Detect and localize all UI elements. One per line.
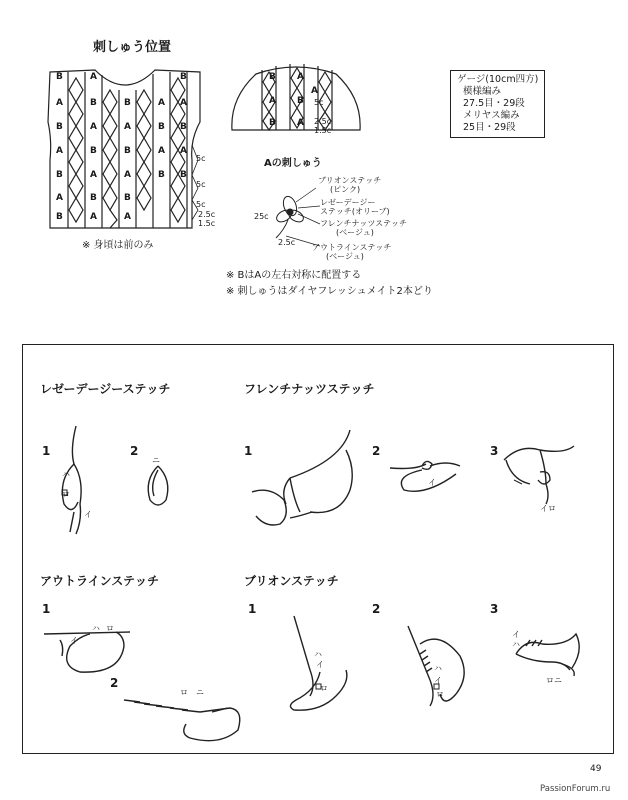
col-letter: A: [158, 146, 165, 156]
lazy-daisy-step1-illustration: [48, 420, 118, 540]
col-letter: B: [158, 170, 165, 180]
col-letter: B: [158, 122, 165, 132]
sleeve-letter: A: [311, 86, 318, 96]
a-label: (ベージュ): [326, 252, 364, 261]
sleeve-count: 1.5c: [314, 126, 332, 135]
a-label: ブリオンステッチ: [318, 176, 382, 185]
watermark: PassionForum.ru: [540, 784, 611, 794]
step-number: 2: [372, 602, 381, 616]
col-letter: B: [56, 72, 63, 82]
col-letter: B: [124, 146, 131, 156]
count-5c: 5c: [196, 200, 206, 209]
col-letter: A: [180, 146, 187, 156]
col-letter: B: [90, 146, 97, 156]
outline-step1-illustration: [40, 616, 140, 676]
note-symmetry: ※ BはAの左右対称に配置する: [226, 270, 362, 281]
col-letter: B: [56, 170, 63, 180]
gauge-stockinette-label: メリヤス編み: [463, 110, 520, 121]
sleeve-letter: A: [297, 118, 304, 128]
sleeve-letter: B: [269, 72, 276, 82]
page-number: 49: [590, 764, 602, 774]
a-count: 25c: [254, 212, 269, 221]
step-number: 1: [244, 444, 253, 458]
count-5c: 5c: [196, 154, 206, 163]
label-ro: ロ: [320, 684, 328, 693]
col-letter: B: [124, 193, 131, 203]
gauge-stockinette-value: 25目・29段: [463, 122, 516, 133]
count-5c: 5c: [196, 180, 206, 189]
label-i: イ: [84, 510, 92, 519]
sleeve-count: 2.5c: [314, 117, 332, 126]
lazy-daisy-step2-illustration: [140, 460, 180, 510]
label-ha: ハ: [92, 624, 100, 633]
col-letter: B: [56, 212, 63, 222]
sleeve-letter: A: [297, 72, 304, 82]
a-label: (ピンク): [330, 185, 361, 194]
bullion-stitch-title: ブリオンステッチ: [244, 574, 339, 588]
french-knot-step2-illustration: [386, 440, 466, 500]
step-number: 1: [248, 602, 257, 616]
front-only-note: ※ 身頃は前のみ: [82, 240, 154, 251]
gauge-pattern-label: 模様編み: [463, 86, 502, 97]
count-15c: 1.5c: [198, 219, 216, 228]
sleeve-letter: A: [269, 96, 276, 106]
label-ro: ロ: [106, 624, 114, 633]
label-ni: ニ: [152, 456, 160, 465]
label-ro: ロ: [180, 688, 188, 697]
note-yarn: ※ 刺しゅうはダイヤフレッシュメイト2本どり: [226, 286, 433, 297]
count-25c: 2.5c: [198, 210, 216, 219]
col-letter: B: [90, 98, 97, 108]
a-label: フレンチナッツステッチ: [320, 219, 407, 228]
gauge-pattern-value: 27.5目・29段: [463, 98, 525, 109]
sleeve-diagram: [226, 58, 366, 143]
label-ro-ni: ロニ: [546, 676, 562, 685]
step-number: 2: [372, 444, 381, 458]
gauge-title: ゲージ(10cm四方): [457, 74, 539, 85]
label-i: イ: [512, 630, 520, 639]
label-ro: ロ: [436, 690, 444, 699]
step-number: 2: [130, 444, 139, 458]
step-number: 1: [42, 444, 51, 458]
label-ro: ロ: [62, 490, 70, 499]
label-i: イ: [316, 660, 324, 669]
col-letter: B: [180, 72, 187, 82]
label-ni: ニ: [196, 688, 204, 697]
gauge-box: [450, 70, 545, 138]
col-letter: B: [180, 122, 187, 132]
step-number: 1: [42, 602, 51, 616]
outline-step2-illustration: [120, 690, 250, 750]
label-ha: ハ: [314, 650, 322, 659]
lazy-daisy-title: レゼーデージーステッチ: [40, 382, 171, 396]
label-i: イ: [434, 676, 442, 685]
col-letter: B: [124, 98, 131, 108]
col-letter: A: [56, 98, 63, 108]
col-letter: A: [90, 170, 97, 180]
step-number: 2: [110, 676, 119, 690]
col-letter: A: [56, 193, 63, 203]
col-letter: A: [124, 170, 131, 180]
col-letter: A: [90, 122, 97, 132]
col-letter: A: [90, 212, 97, 222]
a-label: (ベージュ): [336, 228, 374, 237]
col-letter: A: [90, 72, 97, 82]
col-letter: A: [124, 122, 131, 132]
a-embroidery-title: Aの刺しゅう: [264, 158, 322, 169]
step-number: 3: [490, 602, 499, 616]
col-letter: A: [124, 212, 131, 222]
step-number: 3: [490, 444, 499, 458]
label-i: イ: [428, 478, 436, 487]
embroidery-position-title: 刺しゅう位置: [93, 40, 172, 55]
outline-stitch-title: アウトラインステッチ: [40, 574, 160, 588]
col-letter: B: [90, 193, 97, 203]
sleeve-letter: B: [297, 96, 304, 106]
sleeve-count: 5c: [314, 98, 324, 107]
a-label: レゼーデージー: [320, 198, 376, 207]
french-knot-step3-illustration: [500, 440, 580, 510]
col-letter: A: [56, 146, 63, 156]
bullion-step3-illustration: [502, 610, 592, 710]
a-label: ステッチ(オリーブ): [320, 207, 390, 216]
french-knot-step1-illustration: [250, 420, 370, 530]
a-label: アウトラインステッチ: [312, 243, 392, 252]
label-ha: ハ: [62, 470, 70, 479]
label-iro: イロ: [540, 504, 556, 513]
french-knot-title: フレンチナッツステッチ: [244, 382, 375, 396]
sleeve-letter: B: [269, 118, 276, 128]
col-letter: B: [56, 122, 63, 132]
label-i: イ: [70, 636, 78, 645]
a-count: 2.5c: [278, 238, 296, 247]
col-letter: B: [180, 170, 187, 180]
label-ha: ハ: [434, 664, 442, 673]
label-ha: ハ: [512, 640, 520, 649]
col-letter: A: [180, 98, 187, 108]
col-letter: A: [158, 98, 165, 108]
